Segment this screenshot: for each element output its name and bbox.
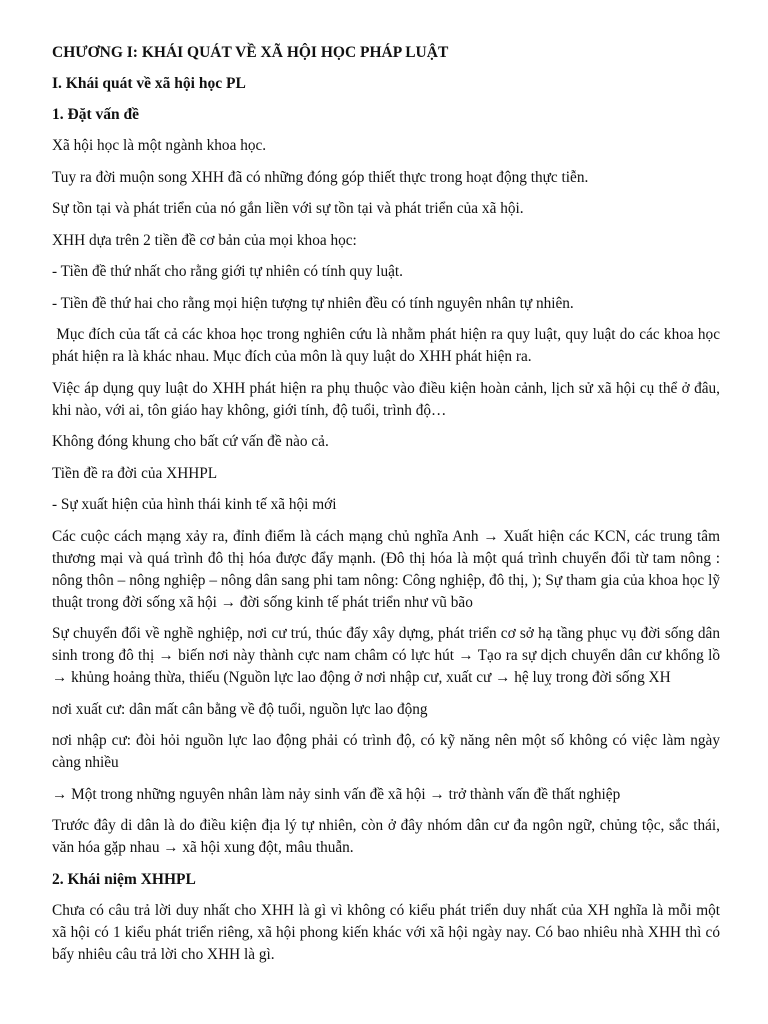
section-title: I. Khái quát về xã hội học PL: [52, 75, 246, 92]
bullet-paragraph: - Tiền đề thứ nhất cho rằng giới tự nhiên có tính quy luật.: [52, 263, 403, 280]
document-page: [52, 42, 724, 975]
paragraph: Tiền đề ra đời của XHHPL: [52, 464, 218, 482]
bullet-paragraph: - Sự xuất hiện của hình thái kinh tế xã hội mới: [52, 496, 337, 513]
paragraph: XHH dựa trên 2 tiền đề cơ bản của mọi khoa học:: [52, 231, 357, 249]
paragraph: nơi nhập cư: đòi hỏi nguồn lực lao động phải có trình độ, có kỹ năng nên một số không có việc làm ngày càng nhiều: [52, 732, 720, 771]
subsection-title-1: 1. Đặt vấn đề: [52, 106, 139, 123]
paragraph: Sự chuyển đổi về nghề nghiệp, nơi cư trú, thúc đẩy xây dựng, phát triển cơ sở hạ tầng phục vụ đời sống dân sinh trong đô thị → biến nơi này thành cực nam châm có lực hút → Tạo ra sự dịch chuyển dân cư khổng lồ → khủng hoảng thừa, thiếu (Nguồn lực lao động ở nơi nhập cư, xuất cư → hệ luỵ trong đời sống XH: [52, 625, 720, 686]
bullet-paragraph: - Tiền đề thứ hai cho rằng mọi hiện tượng tự nhiên đều có tính nguyên nhân tự nhiên.: [52, 294, 574, 312]
chapter-title: CHƯƠNG I: KHÁI QUÁT VỀ XÃ HỘI HỌC PHÁP LUẬT: [52, 44, 449, 61]
paragraph: Xã hội học là một ngành khoa học.: [52, 137, 267, 154]
paragraph: Chưa có câu trả lời duy nhất cho XHH là gì vì không có kiểu phát triển duy nhất của XH nghĩa là mỗi một xã hội có 1 kiểu phát triển riêng, xã hội phong kiến khác với xã hội ngày nay. Có bao nhiêu nhà XHH thì có bấy nhiêu câu trả lời cho XHH là gì.: [52, 901, 720, 963]
paragraph: nơi xuất cư: dân mất cân bằng về độ tuổi, nguồn lực lao động: [52, 700, 428, 718]
subsection-title-2: 2. Khái niệm XHHPL: [52, 870, 196, 888]
paragraph: Sự tồn tại và phát triển của nó gắn liền với sự tồn tại và phát triển của xã hội.: [52, 200, 524, 217]
arrow-paragraph: → Một trong những nguyên nhân làm nảy sinh vấn đề xã hội → trở thành vấn đề thất nghiệp: [52, 785, 621, 803]
paragraph: Tuy ra đời muộn song XHH đã có những đóng góp thiết thực trong hoạt động thực tiễn.: [52, 168, 589, 186]
paragraph: Các cuộc cách mạng xảy ra, đỉnh điểm là cách mạng chủ nghĩa Anh → Xuất hiện các KCN, các trung tâm thương mại và quá trình đô thị hóa được đẩy mạnh. (Đô thị hóa là một quá trình chuyển đổi từ tam nông : nông thôn – nông nghiệp – nông dân sang phi tam nông: Công nghiệp, đô thị, ); Sự tham gia của khoa học lỹ thuật trong đời sống xã hội → đời sống kinh tế phát triển như vũ bão: [52, 527, 720, 611]
paragraph: Trước đây di dân là do điều kiện địa lý tự nhiên, còn ở đây nhóm dân cư đa ngôn ngữ, chủng tộc, sắc thái, văn hóa gặp nhau → xã hội xung đột, mâu thuẫn.: [52, 817, 720, 856]
paragraph: Không đóng khung cho bất cứ vấn đề nào cả.: [52, 433, 329, 450]
paragraph: Việc áp dụng quy luật do XHH phát hiện ra phụ thuộc vào điều kiện hoàn cảnh, lịch sử xã hội cụ thể ở đâu, khi nào, với ai, tôn giáo hay không, giới tính, độ tuổi, trình độ…: [52, 379, 720, 419]
paragraph: Mục đích của tất cả các khoa học trong nghiên cứu là nhằm phát hiện ra quy luật, quy luật do các khoa học phát hiện ra là khác nhau. Mục đích của môn là quy luật do XHH phát hiện ra.: [52, 326, 724, 365]
